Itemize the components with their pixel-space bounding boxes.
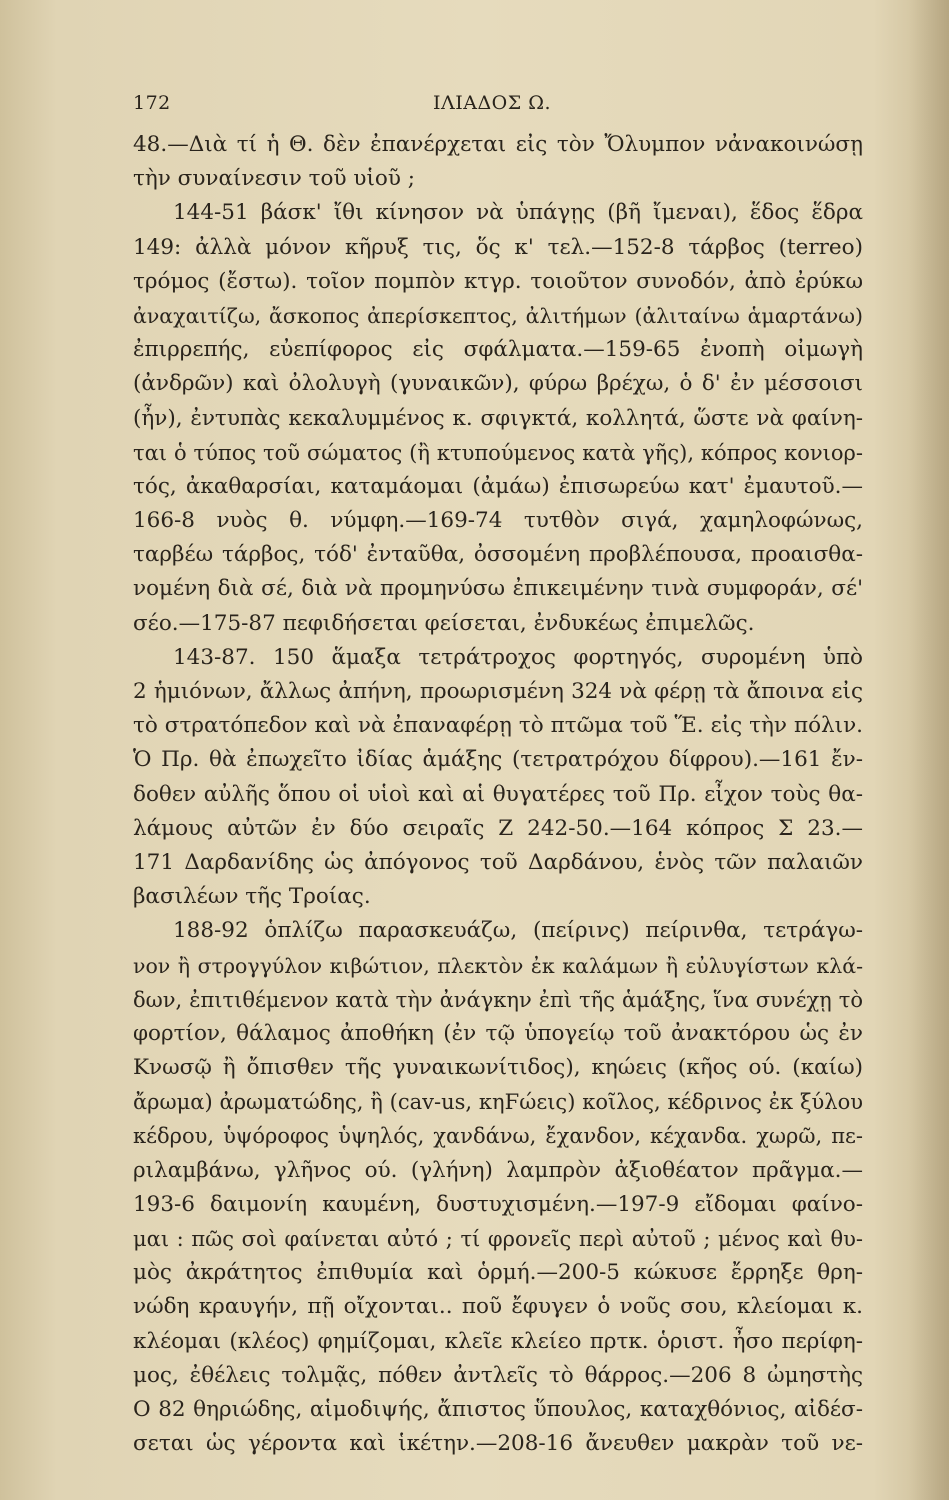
text-line: μὸς ἀκράτητος ἐπιθυμία καὶ ὁρμή.—200-5 κώκυσε ἔρρηξε θρη- [133,1260,863,1286]
text-line: κλέομαι (κλέος) φημίζομαι, κλεῖε κλείεο πρτκ. ὁριστ. ἦσο περίφη- [133,1328,863,1354]
text-line: ται ὁ τύπος τοῦ σώματος (ἢ κτυπούμενος κατὰ γῆς), κόπρος κονιορ- [133,440,863,465]
page-edge-shadow [909,0,949,1500]
text-line: Ο 82 θηριώδης, αἱμοδιψής, ἄπιστος ὕπουλος, καταχθόνιος, αἰδέσ- [133,1396,863,1422]
text-line: 2 ἡμιόνων, ἄλλως ἀπήνη, προωρισμένη 324 νὰ φέρῃ τὰ ἄποινα εἰς [133,679,863,704]
text-line: 171 Δαρδανίδης ὡς ἀπόγονος τοῦ Δαρδάνου, ἑνὸς τῶν παλαιῶν [133,849,863,875]
text-line: δοθεν αὐλῆς ὅπου οἱ υἱοὶ καὶ αἱ θυγατέρες τοῦ Πρ. εἶχον τοὺς θα- [133,781,863,807]
text-line: λάμους αὐτῶν ἐν δύο σειραῖς Ζ 242-50.—164 κόπρος Σ 23.— [133,815,863,841]
text-line: 144-51 βάσκ' ἴθι κίνησον νὰ ὑπάγῃς (βῆ ἴμεναι), ἕδος ἕδρα [173,200,863,226]
text-line: ἀναχαιτίζω, ἄσκοπος ἀπερίσκεπτος, ἀλιτήμων (ἀλιταίνω ἁμαρτάνω) [133,303,863,328]
text-line: κέδρου, ὑψόροφος ὑψηλός, χανδάνω, ἔχανδον, κέχανδα. χωρῶ, πε- [133,1124,863,1149]
text-line: βασιλέων τῆς Τροίας. [133,884,371,910]
text-line: 143-87. 150 ἅμαξα τετράτροχος φορτηγός, συρομένη ὑπὸ [173,644,863,670]
text-line: μαι : πῶς σοὶ φαίνεται αὐτό ; τί φρονεῖς περὶ αὐτοῦ ; μένος καὶ θυ- [133,1227,863,1251]
text-line: ριλαμβάνω, γλῆνος ού. (γλήνη) λαμπρὸν ἀξιοθέατον πρᾶγμα.— [133,1157,863,1183]
page-header [133,92,860,122]
text-line: 48.—Διὰ τί ἡ Θ. δὲν ἐπανέρχεται εἰς τὸν Ὄλυμπον νἀνακοινώσῃ [133,132,863,157]
commentary-text [133,128,863,1461]
text-line: ταρβέω τάρβος, τόδ' ἐνταῦθα, ὀσσομένη προβλέπουσα, προαισθα- [133,542,863,568]
text-line: μος, ἐθέλεις τολμᾷς, πόθεν ἀντλεῖς τὸ θάρρος.—206 8 ὠμηστὴς [133,1362,863,1388]
page-number: 172 [133,92,171,114]
text-line: νομένη διὰ σέ, διὰ νὰ προμηνύσω ἐπικειμένην τινὰ συμφοράν, σέ' [133,576,863,602]
text-line: 193-6 δαιμονίη καυμένη, δυστυχισμένη.—197-9 εἴδομαι φαίνο- [133,1191,863,1217]
text-line: 188-92 ὁπλίζω παρασκευάζω, (πείρινς) πείρινθα, τετράγω- [173,918,863,944]
text-line: τρόμος (ἔστω). τοῖον πομπὸν κτγρ. τοιοῦτον συνοδόν, ἀπὸ ἐρύκω [133,268,863,294]
text-line: τός, ἀκαθαρσίαι, καταμάομαι (ἀμάω) ἐπισωρεύω κατ' ἐμαυτοῦ.— [133,473,863,499]
text-line: φορτίον, θάλαμος ἀποθήκη (ἐν τῷ ὑπογείῳ τοῦ ἀνακτόρου ὡς ἐν [133,1020,863,1046]
text-line: τὴν συναίνεσιν τοῦ υἱοῦ ; [133,166,415,192]
text-line: σεται ὡς γέροντα καὶ ἱκέτην.—208-16 ἄνευθεν μακρὰν τοῦ νε- [133,1431,863,1457]
text-line: τὸ στρατόπεδον καὶ νὰ ἐπαναφέρῃ τὸ πτῶμα τοῦ Ἕ. εἰς τὴν πόλιν. [133,713,863,739]
text-line: 166-8 νυὸς θ. νύμφη.—169-74 τυτθὸν σιγά, χαμηλοφώνως, [133,508,863,534]
text-line: νώδη κραυγήν, πῇ οἴχονται.. ποῦ ἔφυγεν ὁ νοῦς σου, κλείομαι κ. [133,1294,863,1320]
text-line: ἄρωμα) ἀρωματώδης, ἢ (cav-us, κηϜώεις) κοῖλος, κέδρινος ἐκ ξύλου [133,1090,863,1115]
text-line: (ἦν), ἐντυπὰς κεκαλυμμένος κ. σφιγκτά, κολλητά, ὥστε νὰ φαίνη- [133,405,863,431]
text-line: Κνωσῷ ἢ ὄπισθεν τῆς γυναικωνίτιδος), κηώεις (κῆος ού. (καίω) [133,1055,863,1081]
text-line: νον ἢ στρογγύλον κιβώτιον, πλεκτὸν ἐκ καλάμων ἢ εὐλυγίστων κλά- [133,953,863,978]
text-line: Ὁ Πρ. θὰ ἐπωχεῖτο ἰδίας ἁμάξης (τετρατρόχου δίφρου).—161 ἔν- [133,747,863,773]
text-line: δων, ἐπιτιθέμενον κατὰ τὴν ἀνάγκην ἐπὶ τῆς ἁμάξης, ἵνα συνέχῃ τὸ [133,987,863,1012]
text-line: (ἀνδρῶν) καὶ ὀλολυγὴ (γυναικῶν), φύρω βρέχω, ὁ δ' ἐν μέσσοισι [133,371,863,397]
running-title: ΙΛΙΑΔΟΣ Ω. [433,92,552,114]
text-line: ἐπιρρεπής, εὐεπίφορος εἰς σφάλματα.—159-65 ἐνοπὴ οἰμωγὴ [133,337,863,363]
text-line: 149: ἀλλὰ μόνον κῆρυξ τις, ὅς κ' τελ.—152-8 τάρβος (terreo) [133,234,863,260]
text-line: σέο.—175-87 πεφιδήσεται φείσεται, ἐνδυκέως ἐπιμελῶς. [133,610,755,636]
